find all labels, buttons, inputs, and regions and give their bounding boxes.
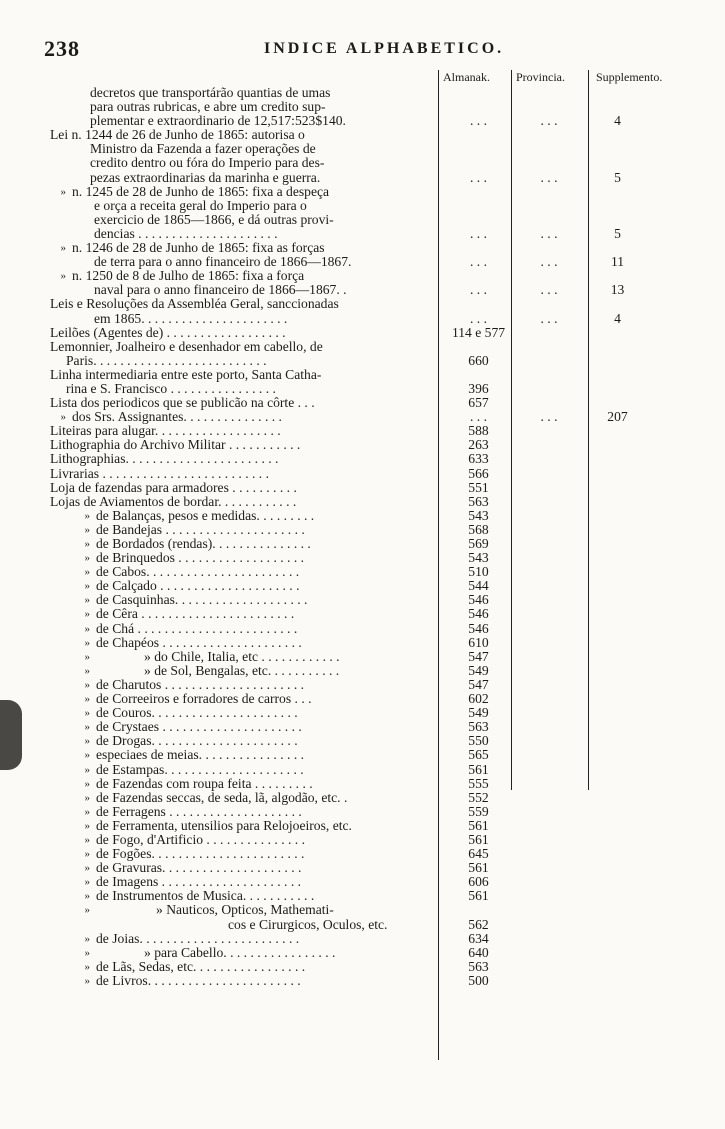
ditto-mark: »	[84, 763, 90, 776]
ditto-mark: »	[84, 735, 90, 748]
ditto-mark: »	[84, 876, 90, 889]
ditto-mark: »	[84, 664, 90, 677]
index-entry	[50, 960, 690, 974]
almanak-ref: 546	[468, 592, 489, 608]
index-entry	[50, 664, 690, 678]
index-entry	[50, 171, 690, 185]
index-entry	[50, 452, 690, 466]
entry-text: Liteiras para alugar. . . . . . . . . . . . . . . . . . .	[50, 424, 281, 439]
almanak-ref: . . .	[470, 310, 487, 326]
ditto-mark: »	[84, 932, 90, 945]
index-entry	[50, 974, 690, 988]
index-entry	[50, 791, 690, 805]
ditto-mark: »	[84, 693, 90, 706]
almanak-ref: 563	[468, 719, 489, 735]
index-entry	[50, 326, 690, 340]
binding-stain	[0, 700, 22, 770]
ditto-mark: »	[84, 552, 90, 565]
entry-text: n. 1245 de 28 de Junho de 1865: fixa a despeça	[72, 184, 330, 199]
column-header-almanak: Almanak.	[443, 70, 490, 84]
entry-text: de Ferramenta, utensilios para Relojoeiros, etc.	[96, 818, 352, 833]
entry-text: credito dentro ou fóra do Imperio para des-	[90, 156, 325, 171]
almanak-ref: 561	[468, 761, 489, 777]
almanak-ref: 549	[468, 705, 489, 721]
entry-text: de Chapéos . . . . . . . . . . . . . . . . . . . . .	[96, 635, 302, 650]
ditto-mark: »	[60, 411, 66, 424]
index-entry	[50, 340, 690, 354]
ditto-mark: »	[84, 594, 90, 607]
entry-text: em 1865. . . . . . . . . . . . . . . . . . . . . .	[94, 311, 288, 326]
index-entry	[50, 706, 690, 720]
index-entry	[50, 283, 690, 297]
ditto-mark: »	[84, 608, 90, 621]
entry-text: dos Srs. Assignantes. . . . . . . . . . . . . . .	[72, 410, 282, 425]
entry-text: Lista dos periodicos que se publicão na côrte . . .	[50, 396, 315, 411]
ditto-mark: »	[84, 805, 90, 818]
almanak-ref: 610	[468, 634, 489, 650]
almanak-ref: 634	[468, 930, 489, 946]
entry-text: de Joias. . . . . . . . . . . . . . . . . . . . . . . .	[96, 931, 300, 946]
almanak-ref: 566	[468, 465, 489, 481]
ditto-mark: »	[84, 622, 90, 635]
entry-text: cos e Cirurgicos, Oculos, etc.	[228, 917, 388, 932]
index-entry	[50, 297, 690, 311]
almanak-ref: 263	[468, 437, 489, 453]
index-entry	[50, 382, 690, 396]
almanak-ref: . . .	[470, 169, 487, 185]
index-entry	[50, 312, 690, 326]
entry-text: de Balanças, pesos e medidas. . . . . . . . .	[96, 508, 315, 523]
index-entry	[50, 114, 690, 128]
index-entry	[50, 777, 690, 791]
index-entry	[50, 579, 690, 593]
almanak-ref: 569	[468, 536, 489, 551]
entry-text: decretos que transportárão quantias de umas	[90, 86, 331, 100]
almanak-ref: 561	[468, 831, 489, 847]
index-entry	[50, 269, 690, 283]
ditto-mark: »	[84, 890, 90, 903]
entry-text: dencias . . . . . . . . . . . . . . . . . . . . .	[94, 226, 278, 241]
ditto-mark: »	[84, 777, 90, 790]
ditto-mark: »	[84, 904, 90, 917]
ditto-mark: »	[84, 721, 90, 734]
ditto-mark: »	[84, 848, 90, 861]
index-entry	[50, 734, 690, 748]
entry-text: de Brinquedos . . . . . . . . . . . . . . . . . . .	[96, 551, 305, 566]
index-entry	[50, 551, 690, 565]
entry-text: Lithographias. . . . . . . . . . . . . . . . . . . . . . .	[50, 452, 279, 467]
almanak-ref: 547	[468, 648, 489, 664]
entry-text: Lojas de Aviamentos de bordar. . . . . . . . . . . .	[50, 494, 297, 509]
entry-text: exercicio de 1865—1866, e dá outras provi-	[94, 212, 334, 227]
entry-text: de terra para o anno financeiro de 1866—1867.	[94, 255, 352, 270]
index-entry	[50, 932, 690, 946]
entry-text: de Estampas. . . . . . . . . . . . . . . . . . . . .	[96, 762, 304, 777]
entry-text: de Calçado . . . . . . . . . . . . . . . . . . . . .	[96, 579, 300, 594]
ditto-mark: »	[84, 566, 90, 579]
supplemento-ref: 5	[614, 225, 621, 241]
index-entry	[50, 720, 690, 734]
entry-text: de Couros. . . . . . . . . . . . . . . . . . . . . .	[96, 706, 298, 721]
almanak-ref: 657	[468, 395, 489, 411]
entry-text: de Lãs, Sedas, etc. . . . . . . . . . . . . . . . .	[96, 959, 306, 974]
ditto-mark: »	[84, 509, 90, 522]
index-entry	[50, 100, 690, 114]
entry-text: para outras rubricas, e abre um credito sup-	[90, 100, 326, 115]
index-entries	[50, 86, 690, 988]
entry-text: de Drogas. . . . . . . . . . . . . . . . . . . . . .	[96, 734, 298, 749]
ditto-mark: »	[84, 974, 90, 987]
almanak-ref: 602	[468, 691, 489, 707]
entry-text: e orça a receita geral do Imperio para o	[94, 198, 307, 213]
index-entry	[50, 833, 690, 847]
provincia-ref: . . .	[540, 282, 558, 298]
entry-text: de Fogo, d'Artificio . . . . . . . . . . . . . . .	[96, 832, 305, 847]
page-number: 238	[44, 36, 80, 61]
index-entry	[50, 86, 690, 100]
almanak-ref: 547	[468, 676, 489, 692]
entry-text: » para Cabello. . . . . . . . . . . . . . . . .	[144, 945, 336, 960]
entry-text: de Fogões. . . . . . . . . . . . . . . . . . . . . . .	[96, 847, 305, 862]
index-entry	[50, 847, 690, 861]
provincia-ref: . . .	[540, 254, 558, 270]
ditto-mark: »	[84, 678, 90, 691]
entry-text: de Cêra . . . . . . . . . . . . . . . . . . . . . . .	[96, 607, 295, 622]
almanak-ref: . . .	[470, 225, 487, 241]
index-entry	[50, 156, 690, 170]
almanak-ref: 552	[468, 789, 489, 805]
almanak-ref: 550	[468, 733, 489, 749]
index-entry	[50, 227, 690, 241]
almanak-ref: 544	[468, 578, 489, 594]
almanak-ref: 546	[468, 606, 489, 622]
ditto-mark: »	[60, 270, 66, 283]
entry-text: Leis e Resoluções da Assembléa Geral, sanccionadas	[50, 297, 339, 312]
almanak-ref: 645	[468, 846, 489, 862]
entry-text: de Casquinhas. . . . . . . . . . . . . . . . . . . .	[96, 593, 308, 608]
almanak-ref: . . .	[470, 282, 487, 298]
entry-text: de Fazendas com roupa feita . . . . . . . . .	[96, 776, 313, 791]
almanak-ref: 561	[468, 888, 489, 904]
entry-text: de Chá . . . . . . . . . . . . . . . . . . . . . . . .	[96, 621, 298, 636]
index-entry	[50, 142, 690, 156]
index-entry	[50, 678, 690, 692]
index-entry	[50, 424, 690, 438]
almanak-ref: . . .	[470, 113, 487, 129]
ditto-mark: »	[60, 185, 66, 198]
entry-text: Ministro da Fazenda a fazer operações de	[90, 142, 316, 157]
ditto-mark: »	[84, 636, 90, 649]
entry-text: pezas extraordinarias da marinha e guerra.	[90, 170, 321, 185]
almanak-ref: 396	[468, 380, 489, 396]
supplemento-ref: 4	[614, 113, 621, 129]
entry-text: de Cabos. . . . . . . . . . . . . . . . . . . . . . .	[96, 565, 300, 580]
index-entry	[50, 438, 690, 452]
entry-text: de Fazendas seccas, de seda, lã, algodão, etc. .	[96, 790, 348, 805]
entry-text: n. 1250 de 8 de Julho de 1865: fixa a força	[72, 269, 305, 284]
ditto-mark: »	[84, 523, 90, 536]
index-entry	[50, 199, 690, 213]
almanak-ref: 114 e 577	[451, 324, 506, 340]
entry-text: Linha intermediaria entre este porto, Santa Catha-	[50, 367, 322, 382]
entry-text: de Instrumentos de Musica. . . . . . . . . . .	[96, 889, 315, 904]
ditto-mark: »	[84, 960, 90, 973]
almanak-ref: 563	[468, 493, 489, 509]
index-entry	[50, 368, 690, 382]
index-entry	[50, 354, 690, 368]
ditto-mark: »	[84, 791, 90, 804]
entry-text: de Bordados (rendas). . . . . . . . . . . . . . .	[96, 537, 311, 551]
entry-text: » de Sol, Bengalas, etc. . . . . . . . . . .	[144, 663, 340, 678]
index-entry	[50, 495, 690, 509]
provincia-ref: . . .	[540, 169, 558, 185]
entry-text: Lithographia do Archivo Militar . . . . . . . . . . .	[50, 438, 301, 453]
column-header-provincia: Provincia.	[516, 70, 565, 84]
index-entry	[50, 946, 690, 960]
index-entry	[50, 185, 690, 199]
index-entry	[50, 692, 690, 706]
almanak-ref: 561	[468, 860, 489, 876]
entry-text: de Livros. . . . . . . . . . . . . . . . . . . . . . .	[96, 973, 301, 988]
index-entry	[50, 128, 690, 142]
almanak-ref: 559	[468, 803, 489, 819]
index-entry	[50, 593, 690, 607]
provincia-ref: . . .	[540, 113, 558, 129]
almanak-ref: . . .	[470, 254, 487, 270]
entry-text: naval para o anno financeiro de 1866—1867. .	[94, 283, 347, 298]
almanak-ref: 546	[468, 620, 489, 636]
almanak-ref: 565	[468, 747, 489, 763]
index-entry	[50, 523, 690, 537]
almanak-ref: 633	[468, 451, 489, 467]
supplemento-ref: 4	[614, 310, 621, 326]
index-entry	[50, 467, 690, 481]
entry-text: de Crystaes . . . . . . . . . . . . . . . . . . . . .	[96, 720, 302, 735]
entry-text: » do Chile, Italia, etc . . . . . . . . . . . .	[144, 649, 340, 664]
page-header	[44, 36, 684, 66]
almanak-ref: 500	[468, 972, 489, 988]
entry-text: especiaes de meias. . . . . . . . . . . . . . . .	[96, 748, 305, 763]
entry-text: de Correeiros e forradores de carros . . .	[96, 692, 312, 707]
entry-text: de Charutos . . . . . . . . . . . . . . . . . . . . .	[96, 677, 305, 692]
almanak-ref: 606	[468, 874, 489, 890]
almanak-ref: 660	[468, 352, 489, 368]
index-entry	[50, 819, 690, 833]
entry-text: de Imagens . . . . . . . . . . . . . . . . . . . . .	[96, 875, 302, 890]
index-entry	[50, 509, 690, 523]
entry-text: Lemonnier, Joalheiro e desenhador em cabello, de	[50, 339, 323, 354]
entry-text: de Gravuras. . . . . . . . . . . . . . . . . . . . .	[96, 861, 302, 876]
provincia-ref: . . .	[540, 225, 558, 241]
almanak-ref: 510	[468, 564, 489, 580]
index-entry	[50, 650, 690, 664]
ditto-mark: »	[84, 538, 90, 550]
supplemento-ref: 207	[607, 409, 628, 425]
index-entry	[50, 537, 690, 551]
provincia-ref: . . .	[540, 310, 558, 326]
entry-text: Loja de fazendas para armadores . . . . . . . . . .	[50, 480, 297, 495]
ditto-mark: »	[84, 833, 90, 846]
index-entry	[50, 763, 690, 777]
entry-text: plementar e extraordinario de 12,517:523$140.	[90, 114, 346, 129]
provincia-ref: . . .	[540, 409, 558, 425]
almanak-ref: 568	[468, 521, 489, 537]
index-entry	[50, 875, 690, 889]
almanak-ref: 543	[468, 550, 489, 566]
index-entry	[50, 241, 690, 255]
entry-text: » Nauticos, Opticos, Mathemati-	[156, 903, 334, 918]
almanak-ref: . . .	[470, 409, 487, 425]
ditto-mark: »	[84, 707, 90, 720]
almanak-ref: 555	[468, 775, 489, 791]
ditto-mark: »	[60, 242, 66, 255]
entry-text: de Bandejas . . . . . . . . . . . . . . . . . . . . .	[96, 522, 305, 537]
index-entry	[50, 861, 690, 875]
supplemento-ref: 5	[614, 169, 621, 185]
entry-text: rina e S. Francisco . . . . . . . . . . . . . . . .	[66, 381, 276, 396]
almanak-ref: 563	[468, 958, 489, 974]
index-entry	[50, 889, 690, 903]
index-entry	[50, 805, 690, 819]
column-header-supplemento: Supplemento.	[596, 70, 663, 84]
supplemento-ref: 13	[610, 282, 625, 298]
ditto-mark: »	[84, 862, 90, 875]
page-title: INDICE ALPHABETICO.	[264, 40, 505, 57]
entry-text: de Ferragens . . . . . . . . . . . . . . . . . . . .	[96, 804, 302, 819]
entry-text: Leilões (Agentes de) . . . . . . . . . . . . . . . . . .	[50, 325, 286, 340]
index-entry	[50, 255, 690, 269]
almanak-ref: 562	[468, 916, 489, 932]
ditto-mark: »	[84, 650, 90, 663]
almanak-ref: 588	[468, 423, 489, 439]
ditto-mark: »	[84, 819, 90, 832]
entry-text: n. 1246 de 28 de Junho de 1865: fixa as forças	[72, 241, 325, 256]
almanak-ref: 543	[468, 507, 489, 523]
ditto-mark: »	[84, 946, 90, 959]
index-entry	[50, 410, 690, 424]
index-entry	[50, 918, 690, 932]
almanak-ref: 551	[468, 479, 489, 495]
almanak-ref: 549	[468, 662, 489, 678]
index-entry	[50, 396, 690, 410]
entry-text: Livrarias . . . . . . . . . . . . . . . . . . . . . . . . .	[50, 466, 269, 481]
index-entry	[50, 565, 690, 579]
index-entry	[50, 748, 690, 762]
index-entry	[50, 903, 690, 917]
ditto-mark: »	[84, 749, 90, 762]
index-entry	[50, 213, 690, 227]
supplemento-ref: 11	[610, 254, 625, 270]
index-entry	[50, 607, 690, 621]
entry-text: Paris. . . . . . . . . . . . . . . . . . . . . . . . . .	[66, 353, 267, 368]
index-entry	[50, 636, 690, 650]
index-entry	[50, 622, 690, 636]
almanak-ref: 561	[468, 817, 489, 833]
almanak-ref: 640	[468, 944, 489, 960]
entry-text: Lei n. 1244 de 26 de Junho de 1865: autorisa o	[50, 128, 305, 143]
ditto-mark: »	[84, 580, 90, 593]
index-entry	[50, 481, 690, 495]
